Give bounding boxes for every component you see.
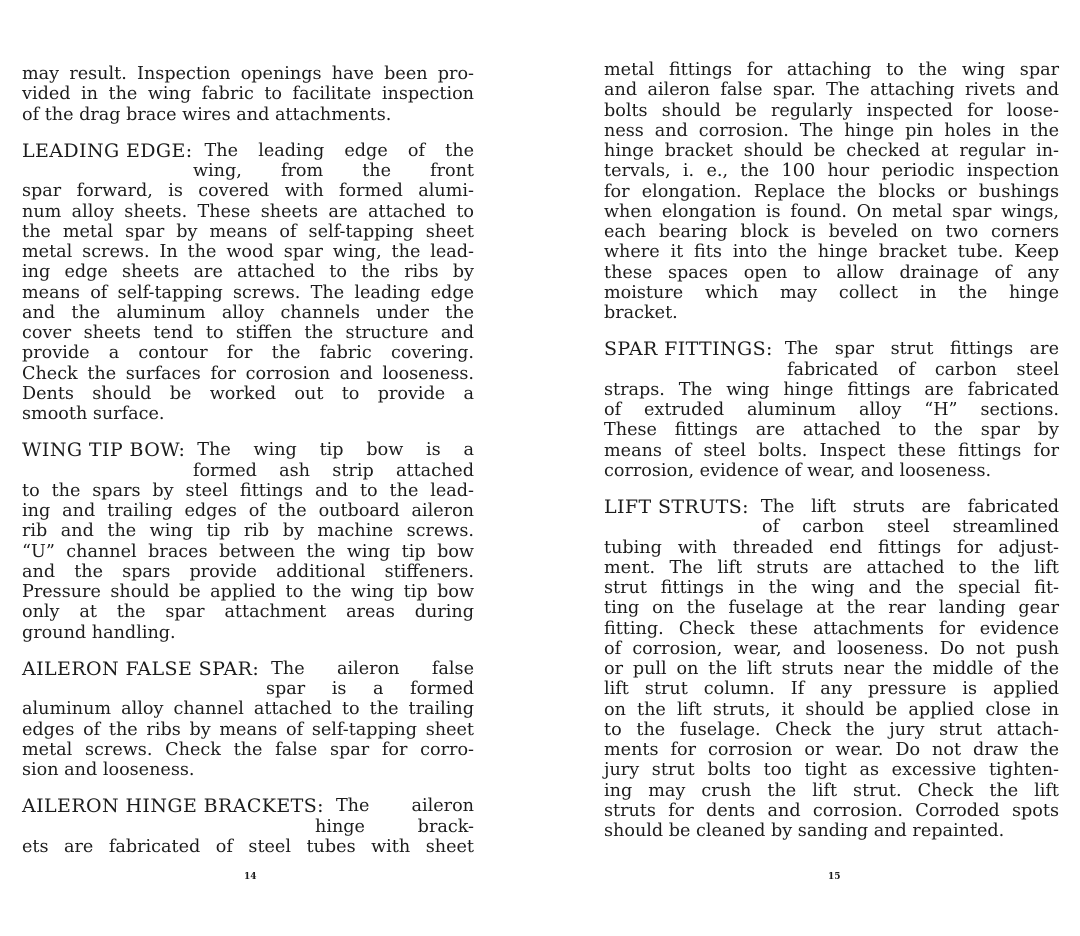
text-line: metal screws. In the wood spar wing, the lead- — [22, 242, 474, 262]
page-number: 14 — [244, 872, 257, 882]
text-line: of extruded aluminum alloy “H” sections. — [604, 400, 1059, 420]
indented-text-line: wing, from the front — [193, 161, 474, 181]
text-line: ing and trailing edges of the outboard aileron — [22, 501, 474, 521]
text-line: ing may crush the lift strut. Check the lift — [604, 780, 1059, 801]
text-line: on the lift struts, it should be applied close in — [604, 699, 1059, 720]
text-line: sion and looseness. — [22, 760, 195, 780]
text-line: jury strut bolts too tight as excessive tighten- — [604, 760, 1059, 781]
section-first-line: The leading edge of the — [204, 140, 474, 161]
text-line: should be cleaned by sanding and repainted. — [604, 821, 1005, 841]
section-heading-row — [22, 796, 474, 816]
text-line: bracket. — [604, 303, 678, 323]
indented-text-line: fabricated of carbon steel — [787, 359, 1059, 380]
text-line: smooth surface. — [22, 404, 165, 424]
text-line: metal fittings for attaching to the wing spar — [604, 60, 1059, 80]
text-line: to the spars by steel fittings and to the lead- — [22, 480, 474, 501]
text-line: Dents should be worked out to provide a — [22, 383, 474, 404]
text-line: struts for dents and corrosion. Corroded spots — [604, 800, 1059, 821]
section-paragraph — [604, 497, 1059, 841]
left-column — [22, 64, 474, 873]
section-heading-row — [604, 339, 1059, 359]
text-line: fitting. Check these attachments for evidence — [604, 618, 1059, 639]
text-line: of corrosion, wear, and looseness. Do not push — [604, 638, 1059, 659]
text-line: means of self-tapping screws. The leading edge — [22, 282, 474, 303]
text-line: ing edge sheets are attached to the ribs by — [22, 262, 474, 283]
section-first-line: The aileron — [335, 796, 474, 817]
text-line: spar forward, is covered with formed alumi- — [22, 181, 474, 202]
text-line: tervals, i. e., the 100 hour periodic inspection — [604, 161, 1059, 182]
text-line: ness and corrosion. The hinge pin holes in the — [604, 120, 1059, 141]
text-line: strut fittings in the wing and the special fit- — [604, 578, 1059, 598]
right-page — [540, 0, 1080, 936]
text-line: These fittings are attached to the spar by — [604, 420, 1059, 441]
section-heading-row — [22, 141, 474, 161]
text-line: to the fuselage. Check the jury strut attach- — [604, 719, 1059, 740]
text-line: these spaces open to allow drainage of any — [604, 262, 1059, 283]
section-paragraph — [22, 659, 474, 781]
text-line: where it fits into the hinge bracket tube. Keep — [604, 242, 1059, 263]
indented-text-line: hinge brack- — [315, 816, 474, 837]
text-line: ets are fabricated of steel tubes with sheet — [22, 836, 474, 857]
section-first-line: The wing tip bow is a — [197, 440, 474, 461]
text-line: and the spars provide additional stiffeners. — [22, 561, 474, 582]
section-heading: LIFT STRUTS: — [604, 496, 749, 518]
text-line: cover sheets tend to stiffen the structure and — [22, 323, 474, 343]
section-heading-row — [22, 440, 474, 460]
text-line: “U” channel braces between the wing tip bow — [22, 541, 474, 562]
text-line: ground handling. — [22, 622, 176, 643]
text-line: edges of the ribs by means of self-tapping sheet — [22, 719, 474, 740]
text-line: metal screws. Check the false spar for corro- — [22, 739, 474, 760]
text-line: only at the spar attachment areas during — [22, 602, 474, 623]
intro-paragraph — [604, 60, 1059, 323]
text-line: for elongation. Replace the blocks or bushings — [604, 181, 1059, 202]
text-line: or pull on the lift struts near the middle of the — [604, 659, 1059, 679]
indented-text-line: of carbon steel streamlined — [762, 517, 1059, 538]
text-line: rib and the wing tip rib by machine screws. — [22, 521, 474, 542]
text-line: lift strut column. If any pressure is applied — [604, 679, 1059, 700]
section-heading: LEADING EDGE: — [22, 139, 193, 162]
text-line: each bearing block is beveled on two corners — [604, 222, 1059, 242]
section-paragraph — [22, 141, 474, 425]
text-line: when elongation is found. On metal spar wings, — [604, 201, 1059, 222]
text-line: the metal spar by means of self-tapping sheet — [22, 221, 474, 242]
text-line: vided in the wing fabric to facilitate inspection — [22, 84, 474, 105]
section-heading: AILERON HINGE BRACKETS: — [22, 795, 324, 818]
text-line: may result. Inspection openings have been pro- — [22, 64, 474, 84]
text-line: corrosion, evidence of wear, and looseness. — [604, 460, 992, 481]
text-line: num alloy sheets. These sheets are attached to — [22, 201, 474, 222]
indented-text-line: formed ash strip attached — [193, 460, 474, 481]
section-first-line: The aileron false — [271, 658, 474, 679]
intro-paragraph — [22, 64, 474, 125]
section-heading-row — [604, 497, 1059, 517]
text-line: ting on the fuselage at the rear landing gear — [604, 598, 1059, 619]
text-line: Pressure should be applied to the wing tip bow — [22, 582, 474, 602]
right-column — [604, 60, 1059, 857]
section-heading: SPAR FITTINGS: — [604, 338, 773, 361]
section-paragraph — [22, 796, 474, 857]
text-line: ment. The lift struts are attached to the lift — [604, 557, 1059, 578]
text-line: straps. The wing hinge fittings are fabricated — [604, 379, 1059, 400]
text-line: aluminum alloy channel attached to the trailing — [22, 699, 474, 720]
section-first-line: The lift struts are fabricated — [760, 497, 1059, 517]
text-line: means of steel bolts. Inspect these fittings for — [604, 440, 1059, 461]
text-line: provide a contour for the fabric covering. — [22, 343, 474, 364]
page-number: 15 — [828, 872, 841, 882]
indented-text-line: spar is a formed — [266, 679, 474, 699]
section-first-line: The spar strut fittings are — [784, 339, 1059, 360]
section-heading: WING TIP BOW: — [22, 439, 186, 462]
text-line: moisture which may collect in the hinge — [604, 282, 1059, 303]
text-line: tubing with threaded end fittings for adjust- — [604, 537, 1059, 558]
text-line: hinge bracket should be checked at regular in- — [604, 141, 1059, 161]
section-paragraph — [604, 339, 1059, 481]
text-line: of the drag brace wires and attachments. — [22, 104, 392, 125]
text-line: Check the surfaces for corrosion and looseness. — [22, 363, 474, 384]
section-heading-row — [22, 659, 474, 679]
text-line: bolts should be regularly inspected for loose- — [604, 100, 1059, 121]
text-line: and aileron false spar. The attaching rivets and — [604, 80, 1059, 101]
section-paragraph — [22, 440, 474, 643]
section-heading: AILERON FALSE SPAR: — [22, 657, 260, 680]
text-line: ments for corrosion or wear. Do not draw the — [604, 740, 1059, 760]
text-line: and the aluminum alloy channels under the — [22, 302, 474, 323]
